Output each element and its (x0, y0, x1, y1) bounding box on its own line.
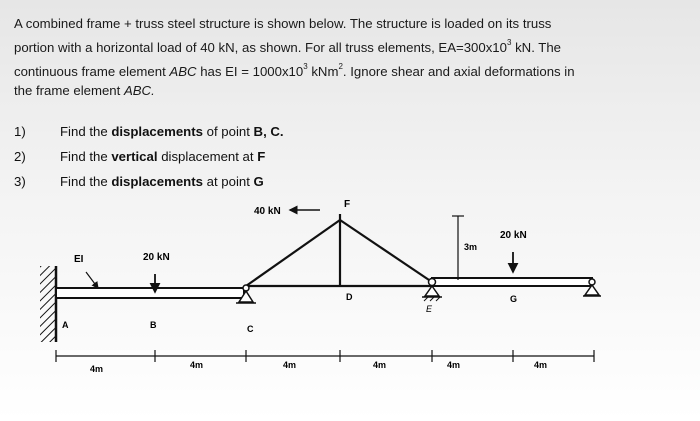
statement-line-4-text: the frame element (14, 83, 124, 98)
beam-eg (432, 278, 592, 286)
question-number: 3) (14, 174, 26, 189)
load-40kn-label: 40 kN (254, 206, 281, 217)
statement-line-3-unit: kNm (307, 64, 339, 79)
q-bold: vertical (111, 149, 158, 164)
label-e: E (426, 304, 433, 314)
label-ei: EI (74, 254, 84, 265)
superscript: 2 (338, 62, 343, 71)
frame-abc-italic: ABC (169, 64, 197, 79)
span-label-4: 4m (373, 360, 387, 370)
label-f: F (344, 199, 351, 210)
question-text (60, 174, 264, 189)
statement-line-4 (14, 81, 690, 100)
truss-member-cf (246, 220, 340, 286)
question-number: 2) (14, 149, 26, 164)
statement-line-1: A combined frame + truss steel structure is shown below. The structure is loaded on its truss (14, 16, 552, 31)
load-20kn-right-label: 20 kN (500, 230, 527, 241)
label-d: D (346, 292, 353, 302)
label-3m: 3m (464, 242, 478, 252)
statement-line-2-text: portion with a horizontal load of 40 kN, as shown. For all truss elements, EA=300x10 (14, 40, 507, 55)
fixed-support-hatch (40, 266, 56, 342)
label-b: B (150, 320, 157, 330)
q-bold: B, C. (253, 124, 284, 139)
ei-pointer (86, 272, 98, 288)
span-label-3: 4m (283, 360, 297, 370)
q-text: Find the (60, 174, 112, 189)
q-text: of point (202, 124, 254, 139)
frame-beam-abc (56, 288, 244, 298)
load-20kn-left-label: 20 kN (143, 252, 170, 263)
q-bold: F (257, 149, 266, 164)
span-label-6: 4m (534, 360, 548, 370)
statement-line-2-tail: kN. The (511, 40, 562, 55)
span-label-5: 4m (447, 360, 461, 370)
question-text (60, 124, 284, 139)
q-text: Find the (60, 149, 112, 164)
question-number: 1) (14, 124, 26, 139)
q-bold: displacements (111, 174, 203, 189)
statement-line-3-ei: has EI = 1000x10 (196, 64, 304, 79)
structure-diagram (0, 196, 700, 421)
statement-line-3-text: continuous frame element (14, 64, 170, 79)
label-c: C (247, 324, 254, 334)
q-text: Find the (60, 124, 112, 139)
statement-line-3-tail: . Ignore shear and axial deformations in (342, 64, 575, 79)
span-label-1: 4m (90, 364, 104, 374)
statement-line-3 (14, 57, 690, 81)
span-label-2: 4m (190, 360, 204, 370)
q-bold: G (253, 174, 264, 189)
truss-member-fe (340, 220, 432, 282)
superscript: 3 (506, 38, 512, 47)
q-bold: displacements (111, 124, 203, 139)
frame-abc-italic: ABC. (123, 83, 155, 98)
question-text (60, 149, 265, 164)
superscript: 3 (303, 62, 308, 71)
problem-statement (14, 14, 690, 100)
q-text: at point (202, 174, 254, 189)
statement-line-2 (14, 33, 690, 57)
label-g: G (510, 294, 518, 304)
q-text: displacement at (157, 149, 258, 164)
label-a: A (62, 320, 69, 330)
